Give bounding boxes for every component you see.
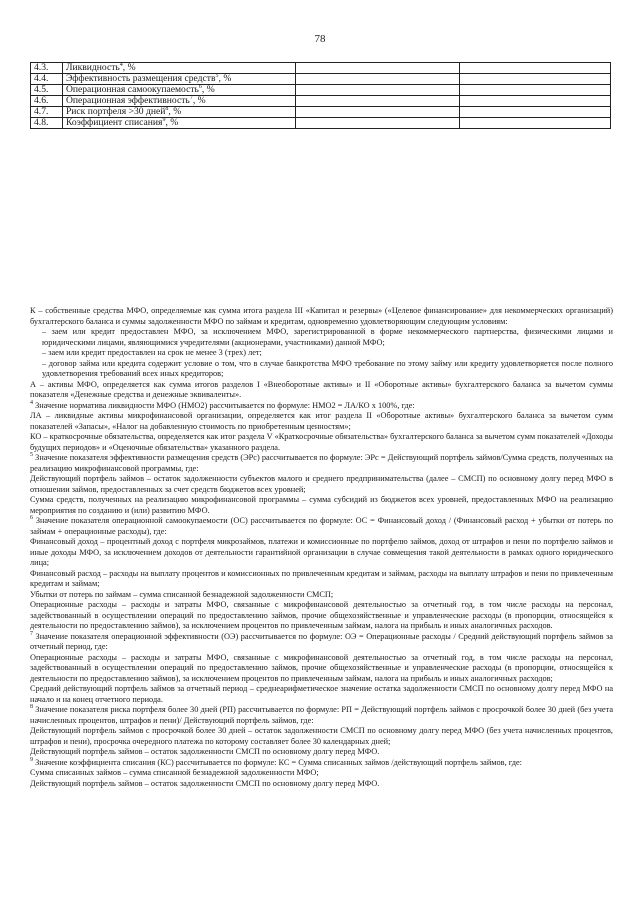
footnote-ref: 6: [198, 83, 202, 90]
row-number: 4.6.: [31, 96, 63, 107]
footnote-marker: 8: [30, 704, 33, 711]
value-cell: [459, 118, 610, 129]
footnote-text: КО – краткосрочные обязательства, определяется как итог раздела V «Краткосрочные обязательства» бухгалтерского баланса за вычетом сумм показателей «Доходы будущих периодов» и «Оценочные обязательства» указанного раздела.: [30, 432, 613, 452]
footnote-text: Убытки от потерь по займам – сумма списанной безнадежной задолженности СМСП;: [30, 589, 334, 599]
footnote-ref: 9: [162, 116, 166, 123]
footnote-text: Значение показателя риска портфеля более 30 дней (РП) рассчитывается по формуле: РП = Действующий портфель займов с просрочкой более 30 дней (без учета начисленных процентов, штрафов и пени)/ Действующий портфель займов, где:: [30, 705, 613, 725]
indicator-label: Коэффициент списания: [65, 117, 163, 128]
footnote-paragraph: [30, 359, 613, 380]
indicator-label: Ликвидность: [65, 62, 120, 73]
footnote-paragraph: [30, 569, 613, 590]
footnote-text: Значение показателя эффективности размещения средств (ЭРс) рассчитывается по формуле: ЭРс = Действующий портфель займов/Сумма средств, полученных на реализацию микрофинансовой программы, где:: [30, 453, 613, 473]
footnote-text: Финансовый расход – расходы на выплату процентов и комиссионных по привлеченным кредитам и займам, расходы на выплату штрафов и пени по привлеченным кредитам и займам;: [30, 568, 613, 588]
footnote-paragraph: [30, 747, 613, 758]
footnote-paragraph: [30, 537, 613, 569]
value-cell: [459, 74, 610, 85]
footnote-text: Финансовый доход – процентный доход с портфеля микрозаймов, платежи и комиссионные по портфелю займов, доход от штрафов и пени по портфелю займов и иные доходы МФО, за исключением доходов от деятельности гарантийной организации в случае совмещения такой деятельности в рамках одного юридического лица;: [30, 537, 613, 567]
footnote-paragraph: [30, 632, 613, 653]
footnote-text: Операционные расходы – расходы и затраты МФО, связанные с микрофинансовой деятельностью за отчетный год, в том числе расходы на персонал, задействованный в осуществлении операций по предоставлению займов, прочие общехозяйственные и управленческие расходы (в пропорции, относящейся к деятельности по предоставлению займов), за исключением процентов по привлеченным займам, налога на прибыль и иных аналогичных расходов;: [30, 652, 613, 683]
row-number: 4.7.: [31, 107, 63, 118]
table-row: [31, 107, 611, 118]
footnote-marker: 9: [30, 756, 33, 763]
footnote-text: К – собственные средства МФО, определяемые как сумма итога раздела III «Капитал и резервы» («Целевое финансирование» для некоммерческих организаций) бухгалтерского баланса и суммы задолженности МФО по займам и кредитам, одновременно удовлетворяющим следующим условиям:: [30, 306, 613, 326]
footnote-paragraph: [30, 474, 613, 495]
footnote-text: Значение норматива ликвидности МФО (НМО2) рассчитывается по формуле: НМО2 = ЛА/КО х 100%, где:: [33, 400, 415, 410]
footnote-paragraph: [30, 411, 613, 432]
footnote-paragraph: [30, 684, 613, 705]
row-number: 4.3.: [31, 63, 63, 74]
indicator-unit: , %: [218, 73, 232, 84]
indicator-label: Риск портфеля >30 дней: [65, 106, 166, 117]
value-cell: [295, 63, 459, 74]
footnote-paragraph: [30, 705, 613, 726]
row-number: 4.4.: [31, 74, 63, 85]
footnote-text: Действующий портфель займов – остаток задолженности СМСП по основному долгу перед МФО.: [30, 778, 380, 788]
value-cell: [295, 107, 459, 118]
footnote-paragraph: [30, 327, 613, 348]
footnote-text: Действующий портфель займов – остаток задолженности субъектов малого и среднего предпринимательства (далее – СМСП) по основному долгу перед МФО в отношении займов, предоставленных за счет средств бюджетов всех уровней;: [30, 474, 613, 494]
indicator-name: [62, 107, 295, 118]
footnote-marker: 6: [30, 515, 33, 522]
footnote-text: – заем или кредит предоставлен на срок не менее 3 (трех) лет;: [42, 348, 262, 357]
footnote-text: – заем или кредит предоставлен МФО, за исключением МФО, зарегистрированной в форме некоммерческого партнерства, физическими лицами и юридическими лицами, являющимися учредителями (акционерами, участниками) данной МФО;: [42, 327, 613, 347]
footnote-paragraph: [30, 432, 613, 453]
footnote-marker: 4: [30, 399, 33, 406]
footnote-paragraph: [30, 758, 613, 769]
value-cell: [459, 107, 610, 118]
footnote-text: Сумма списанных займов – сумма списанной безнадежной задолженности МФО;: [30, 768, 319, 777]
footnote-paragraph: [30, 779, 613, 790]
footnote-ref: 8: [165, 105, 169, 112]
footnote-paragraph: [30, 653, 613, 685]
footnote-marker: 7: [30, 630, 33, 637]
table-row: [31, 74, 611, 85]
footnote-text: Значение показателя операционной эффективности (ОЭ) рассчитывается по формуле: ОЭ = Операционные расходы / Средний действующий портфель займов за отчетный период, где:: [30, 631, 613, 651]
footnote-paragraph: [30, 348, 613, 359]
footnote-ref: 4: [119, 61, 123, 68]
footnote-text: Действующий портфель займов с просрочкой более 30 дней – остаток задолженности СМСП по основному долгу перед МФО (без учета начисленных процентов, штрафов и пени), просрочка очередного платежа по которому составляет более 30 календарных дней;: [30, 726, 613, 746]
indicator-unit: , %: [122, 62, 136, 73]
indicator-unit: , %: [165, 117, 179, 128]
value-cell: [459, 96, 610, 107]
footnote-text: А – активы МФО, определяется как сумма итогов разделов I «Внеоборотные активы» и II «Оборотные активы» бухгалтерского баланса за вычетом суммы показателя «Денежные средства и денежные эквиваленты».: [30, 379, 613, 399]
indicator-unit: , %: [201, 84, 215, 95]
value-cell: [459, 85, 610, 96]
footnote-text: – договор займа или кредита содержит условие о том, что в случае банкротства МФО требование по этому займу или кредиту удовлетворяется после полного удовлетворения требований всех иных кредиторов;: [42, 358, 613, 378]
value-cell: [295, 118, 459, 129]
indicator-name: [62, 74, 295, 85]
indicator-unit: , %: [168, 106, 182, 117]
footnote-marker: 5: [30, 452, 33, 459]
row-number: 4.8.: [31, 118, 63, 129]
footnote-text: Операционные расходы – расходы и затраты МФО, связанные с микрофинансовой деятельностью за отчетный год, в том числе расходы на персонал, задействованный в осуществлении операций по предоставлению займов, прочие общехозяйственные и управленческие расходы (в пропорции, относящейся к деятельности по предоставлению займов), за исключением процентов по привлеченным займам, налога на прибыль и иных аналогичных расходов.: [30, 600, 613, 630]
footnotes-block: [30, 306, 613, 789]
value-cell: [295, 74, 459, 85]
footnote-paragraph: [30, 495, 613, 516]
indicator-name: [62, 85, 295, 96]
indicator-label: Операционная самоокупаемость: [65, 84, 199, 95]
footnote-ref: 7: [189, 94, 193, 101]
table-row: [31, 85, 611, 96]
row-number: 4.5.: [31, 85, 63, 96]
table-row: [31, 63, 611, 74]
footnote-paragraph: [30, 380, 613, 401]
footnote-ref: 5: [215, 72, 219, 79]
footnote-text: Действующий портфель займов – остаток задолженности СМСП по основному долгу перед МФО.: [30, 747, 380, 756]
footnote-paragraph: [30, 600, 613, 632]
value-cell: [459, 63, 610, 74]
footnote-text: Сумма средств, полученных на реализацию микрофинансовой программы – сумма субсидий из бюджетов всех уровней, предоставленных МФО на реализацию мероприятия по созданию и (или) развитию МФО.: [30, 495, 613, 515]
footnote-text: Средний действующий портфель займов за отчетный период – среднеарифметическое значение остатка задолженности СМСП по основному долгу перед МФО на начало и на конец отчетного периода.: [30, 684, 613, 704]
footnote-paragraph: [30, 590, 613, 601]
indicators-table: [30, 62, 611, 129]
footnote-paragraph: [30, 401, 613, 412]
footnote-paragraph: [30, 726, 613, 747]
footnote-text: Значение показателя операционной самоокупаемости (ОС) рассчитывается по формуле: ОС = Финансовый доход / (Финансовый расход + убытки от потерь по займам + операционные расходы), где:: [30, 516, 613, 536]
table-row: [31, 96, 611, 107]
footnote-text: ЛА – ликвидные активы микрофинансовой организации, определяется как итог раздела II «Оборотные активы» бухгалтерского баланса за вычетом сумм показателей «Запасы», «Налог на добавленную стоимость по приобретенным ценностям»;: [30, 411, 613, 431]
indicator-name: [62, 118, 295, 129]
indicator-unit: , %: [192, 95, 206, 106]
indicator-label: Эффективность размещения средств: [65, 73, 216, 84]
indicator-label: Операционная эффективность: [65, 95, 190, 106]
footnote-paragraph: [30, 768, 613, 779]
value-cell: [295, 85, 459, 96]
footnote-text: Значение коэффициента списания (КС) рассчитывается по формуле: КС = Сумма списанных займов /действующий портфель займов, где:: [33, 757, 522, 767]
indicator-name: [62, 63, 295, 74]
table-row: [31, 118, 611, 129]
footnote-paragraph: [30, 306, 613, 327]
footnote-paragraph: [30, 516, 613, 537]
page-number: 78: [314, 33, 326, 45]
indicator-name: [62, 96, 295, 107]
value-cell: [295, 96, 459, 107]
footnote-paragraph: [30, 453, 613, 474]
